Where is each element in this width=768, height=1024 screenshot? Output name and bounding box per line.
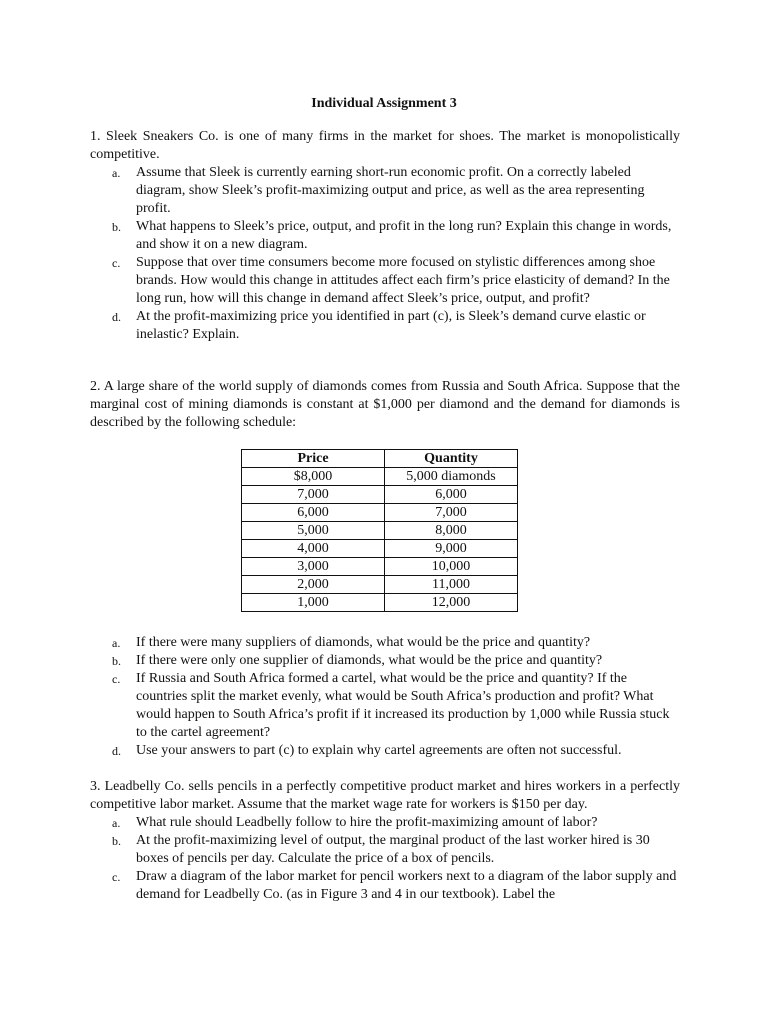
demand-schedule-table <box>241 449 518 612</box>
item-text: What rule should Leadbelly follow to hire the profit-maximizing amount of labor? <box>136 815 598 830</box>
list-item <box>90 308 680 344</box>
item-text: If there were only one supplier of diamonds, what would be the price and quantity? <box>136 653 603 668</box>
price-cell: 2,000 <box>242 576 385 594</box>
price-cell: $8,000 <box>242 468 385 486</box>
column-header-quantity: Quantity <box>385 450 518 468</box>
price-cell: 3,000 <box>242 558 385 576</box>
quantity-cell: 10,000 <box>385 558 518 576</box>
quantity-cell: 11,000 <box>385 576 518 594</box>
item-marker: c. <box>112 672 121 686</box>
column-header-price: Price <box>242 450 385 468</box>
list-item <box>90 164 680 218</box>
table-row <box>242 540 518 558</box>
quantity-cell: 9,000 <box>385 540 518 558</box>
question-1 <box>90 128 680 344</box>
list-item <box>90 742 680 760</box>
quantity-cell: 5,000 diamonds <box>385 468 518 486</box>
quantity-cell: 12,000 <box>385 594 518 612</box>
price-cell: 7,000 <box>242 486 385 504</box>
table-row <box>242 576 518 594</box>
price-cell: 5,000 <box>242 522 385 540</box>
table-row <box>242 522 518 540</box>
question-2-parts-block <box>90 634 680 760</box>
list-item <box>90 832 680 868</box>
item-text: Suppose that over time consumers become more focused on stylistic differences among shoe brands. How would this change in attitudes affect each firm’s price elasticity of demand? In the long run, how will this change in demand affect Sleek’s price, output, and profit? <box>136 255 670 306</box>
question-3-parts <box>90 814 680 904</box>
question-3 <box>90 778 680 904</box>
item-marker: c. <box>112 870 121 884</box>
table-row <box>242 504 518 522</box>
question-2 <box>90 378 680 432</box>
item-marker: b. <box>112 834 121 848</box>
list-item <box>90 254 680 308</box>
price-cell: 6,000 <box>242 504 385 522</box>
list-item <box>90 670 680 742</box>
item-text: What happens to Sleek’s price, output, and profit in the long run? Explain this change in words, and show it on a new diagram. <box>136 219 672 252</box>
item-text: If there were many suppliers of diamonds, what would be the price and quantity? <box>136 635 591 650</box>
question-1-intro: 1. Sleek Sneakers Co. is one of many firms in the market for shoes. The market is monopolistically competitive. <box>90 129 680 162</box>
question-3-intro: 3. Leadbelly Co. sells pencils in a perfectly competitive product market and hires workers in a perfectly competitive labor market. Assume that the market wage rate for workers is $150 per day. <box>90 779 680 812</box>
question-1-parts <box>90 164 680 344</box>
item-marker: b. <box>112 220 121 234</box>
quantity-cell: 8,000 <box>385 522 518 540</box>
question-2-parts <box>90 634 680 760</box>
item-text: Draw a diagram of the labor market for pencil workers next to a diagram of the labor supply and demand for Leadbelly Co. (as in Figure 3 and 4 in our textbook). Label the <box>136 869 677 902</box>
item-text: Assume that Sleek is currently earning short-run economic profit. On a correctly labeled diagram, show Sleek’s profit-maximizing output and price, as well as the area representing profit. <box>136 165 645 216</box>
price-cell: 1,000 <box>242 594 385 612</box>
item-marker: a. <box>112 166 121 180</box>
item-marker: b. <box>112 654 121 668</box>
item-text: At the profit-maximizing price you identified in part (c), is Sleek’s demand curve elastic or inelastic? Explain. <box>136 309 646 342</box>
list-item <box>90 634 680 652</box>
list-item <box>90 868 680 904</box>
item-marker: a. <box>112 636 121 650</box>
item-marker: d. <box>112 310 121 324</box>
item-marker: a. <box>112 816 121 830</box>
item-text: At the profit-maximizing level of output, the marginal product of the last worker hired is 30 boxes of pencils per day. Calculate the price of a box of pencils. <box>136 833 650 866</box>
question-2-intro: 2. A large share of the world supply of diamonds comes from Russia and South Africa. Suppose that the marginal cost of mining diamonds is constant at $1,000 per diamond and the demand for diamonds is described by the following schedule: <box>90 379 680 430</box>
table-header-row <box>242 450 518 468</box>
table-row <box>242 558 518 576</box>
item-marker: c. <box>112 256 121 270</box>
quantity-cell: 6,000 <box>385 486 518 504</box>
table-row <box>242 594 518 612</box>
item-text: Use your answers to part (c) to explain why cartel agreements are often not successful. <box>136 743 622 758</box>
page-title: Individual Assignment 3 <box>311 96 457 111</box>
list-item <box>90 814 680 832</box>
item-marker: d. <box>112 744 121 758</box>
table-row <box>242 486 518 504</box>
list-item <box>90 218 680 254</box>
price-cell: 4,000 <box>242 540 385 558</box>
list-item <box>90 652 680 670</box>
item-text: If Russia and South Africa formed a cartel, what would be the price and quantity? If the countries split the market evenly, what would be South Africa’s production and profit? What would happen to South Africa’s profit if it increased its production by 1,000 while Russia stuck to the cartel agreement? <box>136 671 670 740</box>
table-row <box>242 468 518 486</box>
quantity-cell: 7,000 <box>385 504 518 522</box>
